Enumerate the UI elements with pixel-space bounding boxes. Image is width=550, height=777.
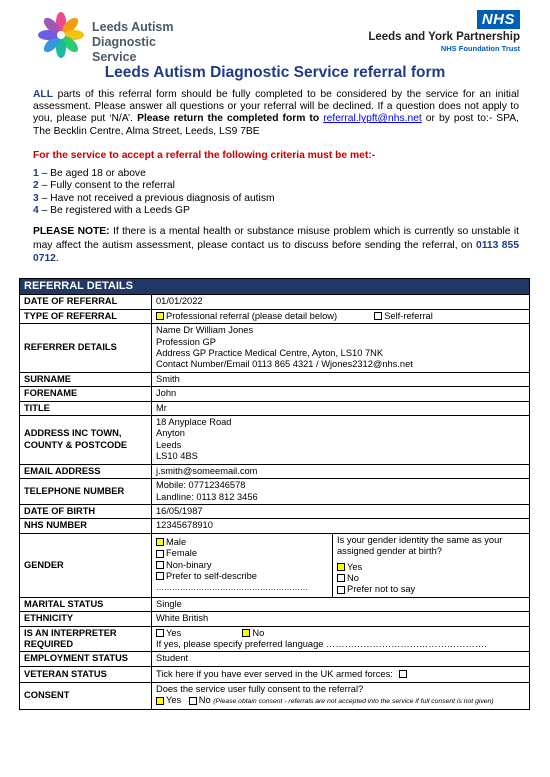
intro-return: Please return the completed form to <box>137 113 324 125</box>
address-field[interactable]: 18 Anyplace Road Anyton Leeds LS10 4BS <box>152 416 530 465</box>
intro-paragraph <box>33 89 519 138</box>
trust-name: Leeds and York Partnership <box>368 31 520 43</box>
ethnicity-field[interactable]: White British <box>152 612 530 626</box>
referrer-details-label: REFERRER DETAILS <box>20 324 152 373</box>
nhs-number-label: NHS NUMBER <box>20 519 152 533</box>
intro-all: ALL <box>33 89 54 100</box>
section-heading: REFERRAL DETAILS <box>20 279 530 295</box>
leeds-autism-logo <box>38 12 198 64</box>
criteria-heading: For the service to accept a referral the following criteria must be met:- <box>33 150 376 161</box>
interpreter-field: Yes No If yes, please specify preferred language ……………………………………………. <box>152 626 530 652</box>
employment-label: EMPLOYMENT STATUS <box>20 652 152 666</box>
criteria-list <box>33 168 275 217</box>
email-label: EMAIL ADDRESS <box>20 464 152 478</box>
veteran-checkbox[interactable] <box>399 670 407 678</box>
consent-note: (Please obtain consent - referrals are not accepted into the service if full consent is not given) <box>213 698 494 706</box>
referrer-details-field[interactable]: Name Dr William Jones Profession GP Address GP Practice Medical Centre, Ayton, LS10 7NK Contact Number/Email 0113 865 4321 / Wjones2312@nhs.net <box>152 324 530 373</box>
flower-logo-icon <box>38 12 84 58</box>
marital-status-field[interactable]: Single <box>152 597 530 611</box>
veteran-label: VETERAN STATUS <box>20 666 152 682</box>
telephone-field[interactable]: Mobile: 07712346578 Landline: 0113 812 3456 <box>152 479 530 505</box>
dob-label: DATE OF BIRTH <box>20 504 152 518</box>
identity-prefer-not-checkbox[interactable] <box>337 586 345 594</box>
intro-text: parts of this referral form should be fully completed to be considered by the service for an initial assessment. Please answer all questions or your referral will be declined. If a question does not apply to you, please put ‘N/A’. <box>33 89 519 125</box>
title-field[interactable]: Mr <box>152 401 530 415</box>
marital-status-label: MARITAL STATUS <box>20 597 152 611</box>
email-field[interactable]: j.smith@someemail.com <box>152 464 530 478</box>
gender-identity-question: Is your gender identity the same as your assigned gender at birth? Yes No Prefer not to say <box>333 533 530 597</box>
ethnicity-label: ETHNICITY <box>20 612 152 626</box>
criteria-item: 2 – Fully consent to the referral <box>33 180 175 192</box>
criteria-item: 1 – Be aged 18 or above <box>33 168 146 179</box>
referral-email-link[interactable]: referral.lypft@nhs.net <box>323 113 422 125</box>
address-label: ADDRESS INC TOWN, COUNTY & POSTCODE <box>20 416 152 465</box>
note-phone: 0113 855 0712 <box>33 239 519 265</box>
nhs-trust-logo <box>350 10 520 56</box>
consent-label: CONSENT <box>20 682 152 709</box>
forename-field[interactable]: John <box>152 387 530 401</box>
date-of-referral-field[interactable]: 01/01/2022 <box>152 295 530 309</box>
interpreter-no-checkbox[interactable] <box>242 629 250 637</box>
trust-subtitle: NHS Foundation Trust <box>440 44 520 53</box>
interpreter-yes-checkbox[interactable] <box>156 629 164 637</box>
consent-yes-checkbox[interactable] <box>156 697 164 705</box>
logo-text <box>92 20 198 65</box>
page-title: Leeds Autism Diagnostic Service referral form <box>104 64 446 81</box>
note-text: If there is a mental health or substance misuse problem which is currently so unstable it may affect the autism assessment, please contact us to discuss before sending the referral, on <box>33 226 519 251</box>
dob-field[interactable]: 16/05/1987 <box>152 504 530 518</box>
criteria-item: 4 – Be registered with a Leeds GP <box>33 204 190 216</box>
self-describe-checkbox[interactable] <box>156 572 164 580</box>
non-binary-checkbox[interactable] <box>156 561 164 569</box>
preferred-language-field[interactable]: If yes, please specify preferred language ……………………………………………. <box>156 638 487 649</box>
date-of-referral-label: DATE OF REFERRAL <box>20 295 152 309</box>
note-label: PLEASE NOTE: <box>33 226 110 237</box>
telephone-label: TELEPHONE NUMBER <box>20 479 152 505</box>
interpreter-label: IS AN INTERPRETER REQUIRED <box>20 626 152 652</box>
professional-checkbox[interactable] <box>156 312 164 320</box>
self-describe-field[interactable]: ………………………………………………… <box>156 583 308 593</box>
veteran-field: Tick here if you have ever served in the UK armed forces: <box>152 666 530 682</box>
employment-field[interactable]: Student <box>152 652 530 666</box>
title-label: TITLE <box>20 401 152 415</box>
gender-label: GENDER <box>20 533 152 597</box>
nhs-badge: NHS <box>477 10 520 29</box>
identity-yes-checkbox[interactable] <box>337 563 345 571</box>
surname-label: SURNAME <box>20 372 152 386</box>
gender-options: Male Female Non-binary Prefer to self-describe ………………………………………………… <box>152 533 333 597</box>
logo-line-1: Leeds Autism <box>92 20 174 34</box>
consent-field: Does the service user fully consent to the referral? Yes No (Please obtain consent - referrals are not accepted into the service if full consent is not given) <box>152 682 530 709</box>
nhs-number-field[interactable]: 12345678910 <box>152 519 530 533</box>
consent-no-checkbox[interactable] <box>189 697 197 705</box>
self-referral-checkbox[interactable] <box>374 312 382 320</box>
please-note-paragraph: PLEASE NOTE: If there is a mental health or substance misuse problem which is currently so unstable it may affect the autism assessment, please contact us to discuss before sending the referral, on 0113 855 0712. <box>33 226 519 265</box>
type-of-referral-label: TYPE OF REFERRAL <box>20 309 152 323</box>
criteria-item: 3 – Have not received a previous diagnosis of autism <box>33 192 275 204</box>
logo-line-2: Diagnostic Service <box>92 35 156 64</box>
female-checkbox[interactable] <box>156 550 164 558</box>
type-of-referral-field: Professional referral (please detail below) Self-referral <box>152 309 530 323</box>
identity-no-checkbox[interactable] <box>337 574 345 582</box>
surname-field[interactable]: Smith <box>152 372 530 386</box>
referral-details-table <box>19 278 530 710</box>
intro-address: or by post to:- SPA, The Becklin Centre, Alma Street, Leeds, LS9 7BE <box>33 113 519 137</box>
forename-label: FORENAME <box>20 387 152 401</box>
male-checkbox[interactable] <box>156 538 164 546</box>
